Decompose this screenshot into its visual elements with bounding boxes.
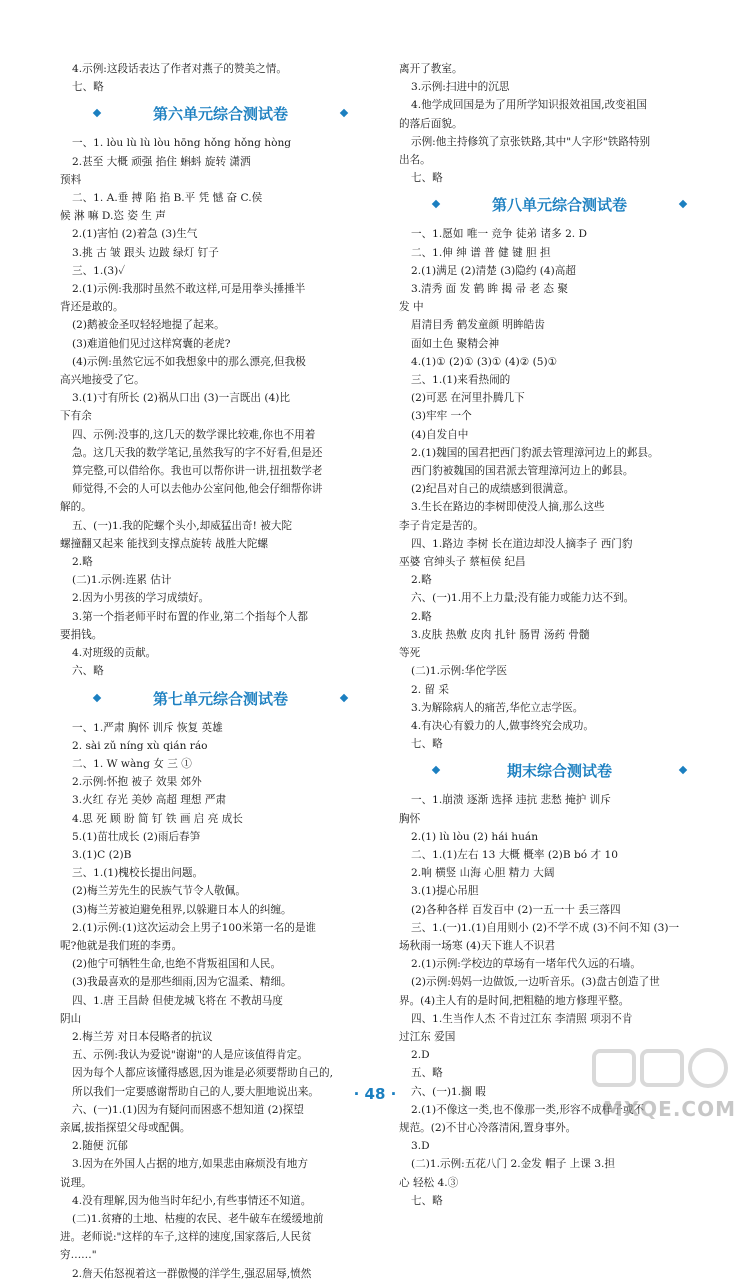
answer-line: 3.火红 存光 美妙 高超 理想 严肃 [72,794,227,807]
answer-line: (3)牢牢 一个 [411,410,472,423]
answer-line: 急。这几天我的数学笔记,虽然我写的字不好看,但是还 [72,446,323,459]
answer-line: 李子肯定是苦的。 [399,519,484,532]
answer-line: 巫婆 官绅头子 蔡桓侯 纪昌 [399,556,526,569]
answer-line: (4)自发自中 [411,428,469,441]
answer-line: 发 中 [399,301,424,314]
answer-line: (二)1.贫瘠的土地、枯瘦的农民、老牛破车在缓缓地前 [72,1212,324,1225]
answer-line: 四、1.生当作人杰 不肯过江东 李清照 项羽不肯 [411,1012,633,1025]
answer-line: (2)梅兰芳先生的民族气节令人敬佩。 [72,885,246,898]
answer-line: 六、(一)1.用不上力量;没有能力或能力达不到。 [411,592,635,605]
answer-line: 3.第一个指老师平时布置的作业,第二个指每个人都 [72,610,308,623]
answer-line: 因为每个人都应该懂得感恩,因为谁是必须要帮助自己的, [72,1067,333,1080]
answer-line: 七、略 [72,81,104,94]
watermark-text: MXQE.COM [602,1097,736,1121]
answer-line: 4.对班级的贡献。 [72,647,157,660]
answer-line: 2.(1)不像这一类,也不像那一类,形容不成样子或不 [411,1103,645,1116]
answer-line: 四、示例:没事的,这几天的数学课比较难,你也不用着 [72,428,316,441]
answer-line: 3.(1)提心吊胆 [411,885,479,898]
answer-line: 胸怀 [399,812,421,825]
answer-line: 2.詹天佑怒视着这一群傲慢的洋学生,强忍屈辱,愤然 [72,1267,312,1280]
answer-line: 五、略 [411,1067,443,1080]
answer-line: 2. 留 采 [411,683,450,696]
answer-line: 进。老师说:"这样的车子,这样的速度,国家落后,人民贫 [60,1231,312,1244]
answer-line: 一、1.愿如 唯一 竞争 徒弟 诸多 2. D [411,228,588,241]
answer-line: (2)示例:妈妈一边做饭,一边听音乐。(3)盘古创造了世 [411,976,660,989]
answer-line: 四、1.路边 李树 长在道边却没人摘李子 西门豹 [411,537,633,550]
answer-line: 六、(一)1.(1)因为有疑问而困惑不想知道 (2)探望 [72,1103,304,1116]
answer-line: (2)鹅被金圣叹轻轻地提了起来。 [72,319,225,332]
answer-line: 2.示例:怀抱 被子 效果 郊外 [72,776,202,789]
answer-line: 一、1. lòu lù lù lòu hōng hǒng hǒng hòng [72,137,292,150]
section-title: 第八单元综合测试卷 [399,195,720,215]
answer-line: 2.随便 沉郁 [72,1140,128,1153]
answer-line: 阴山 [60,1012,82,1025]
answer-line: 2.D [411,1049,430,1062]
answer-line: 4.思 死 顾 盼 简 钉 铁 画 启 亮 成长 [72,812,243,825]
answer-line: 说理。 [60,1176,92,1189]
answer-line: 五、示例:我认为爱说"谢谢"的人是应该值得肯定。 [72,1049,308,1062]
answer-line: (3)难道他们见过这样窝囊的老虎? [72,337,231,350]
answer-line: 2.响 横竖 山海 心胆 精力 大阔 [411,867,555,880]
answer-line: 五、(一)1.我的陀螺个头小,却威猛出奇! 被大陀 [72,519,293,532]
answer-line: 二、1.(1)左右 13 大概 概率 (2)B bó 才 10 [411,848,618,861]
answer-line: 2.略 [72,556,93,569]
answer-line: 要捐钱。 [60,628,103,641]
answer-line: 2.(1)满足 (2)清楚 (3)隐约 (4)高超 [411,264,576,277]
answer-line: 七、略 [411,172,443,185]
answer-line: 3.示例:扫进中的沉思 [411,81,510,94]
answer-line: (3)我最喜欢的是那些细雨,因为它温柔、精细。 [72,976,292,989]
answer-line: 二、1. A.垂 搏 陷 掐 B.平 凭 憾 奋 C.侯 [72,192,263,205]
answer-line: 算完整,可以借给你。我也可以帮你讲一讲,扭扭数学老 [72,465,323,478]
answer-line: 背还是敢的。 [60,301,124,314]
answer-line: 3.D [411,1140,430,1153]
answer-line: 3.生长在路边的李树即使没人摘,那么这些 [411,501,605,514]
answer-line: 二、1. W wàng 女 三 ① [72,757,192,770]
answer-line: 穷……" [60,1249,97,1262]
answer-line: 3.因为在外国人占据的地方,如果悲由麻烦没有地方 [72,1158,308,1171]
answer-line: 2.(1)示例:我那时虽然不敢这样,可是用拳头捶捶半 [72,283,306,296]
answer-line: 3.清秀 面 发 鹤 眸 揭 帚 老 态 聚 [411,283,568,296]
answer-line: 四、1.唐 王昌龄 但使龙城飞将在 不教胡马度 [72,994,283,1007]
answer-line: 六、(一)1.搁 暇 [411,1085,486,1098]
answer-line: 2.(1)示例:(1)这次运动会上男子100米第一名的是谁 [72,921,317,934]
answer-line: 2.甚至 大概 顽强 掐住 蝌蚪 旋转 潇洒 [72,155,251,168]
answer-line: 出名。 [399,154,431,167]
answer-line: 的落后面貌。 [399,117,463,130]
answer-line: 眉清目秀 鹤发童颜 明眸皓齿 [411,319,545,332]
answer-line: 七、略 [411,738,443,751]
answer-line: 离开了教室。 [399,63,463,75]
answer-line: (3)梅兰芳被迫避免租界,以躲避日本人的纠缠。 [72,903,292,916]
answer-line: 预料 [60,173,82,186]
answer-line: 一、1.严肃 胸怀 训斥 恢复 英雄 [72,721,223,734]
answer-line: (2)可恶 在河里扑腾几下 [411,392,525,405]
answer-line: 高兴地接受了它。 [60,374,145,387]
answer-line: 2.略 [411,610,432,623]
answer-line: 2.(1)害怕 (2)着急 (3)生气 [72,228,198,241]
answer-line: 三、1.(一)1.(1)自用则小 (2)不学不成 (3)不问不知 (3)一 [411,921,680,934]
answer-line: 4.没有理解,因为他当时年纪小,有些事情还不知道。 [72,1194,312,1207]
answer-line: 一、1.崩溃 逐渐 选择 违抗 悲愁 掩护 训斥 [411,794,611,807]
answer-line: 下有余 [60,410,92,423]
answer-line: 师觉得,不会的人可以去他办公室问他,他会仔细帮你讲 [72,483,323,496]
answer-line: 场秋雨一场寒 (4)天下谁人不识君 [399,939,556,952]
answer-line: 2.因为小男孩的学习成绩好。 [72,592,210,605]
answer-line: 2.(1)示例:学校边的草场有一堵年代久远的石墙。 [411,958,641,971]
answer-line: 3.(1)C (2)B [72,848,132,861]
answer-line: 西门豹被魏国的国君派去管理漳河边上的邺县。 [411,465,634,478]
answer-line: (二)1.示例:华佗学医 [411,665,508,678]
section-title: 期末综合测试卷 [399,761,720,781]
answer-line: 六、略 [72,665,104,678]
answer-line: (二)1.示例:五花八门 2.金发 帽子 上课 3.担 [411,1158,615,1171]
answer-line: 3.皮肤 热敷 皮肉 扎针 肠胃 汤药 骨髓 [411,628,590,641]
answer-line: 示例:他主持修筑了京张铁路,其中"人字形"铁路特别 [411,135,651,148]
section-title: 第七单元综合测试卷 [60,689,381,709]
answer-line: 三、1.(3)✓ [72,264,126,277]
answer-line: 面如土色 聚精会神 [411,337,500,350]
answer-line: 4.示例:这段话表达了作者对燕子的赞美之情。 [72,63,287,75]
answer-line: 螺撞翻又起来 能找到支撑点旋转 战胜大陀螺 [60,537,269,550]
answer-line: 三、1.(1)来看热闹的 [411,374,511,387]
answer-line: 界。(4)主人有的是时间,把粗糙的地方修理平整。 [399,994,630,1007]
answer-line: 呢?他就是我们班的李勇。 [60,939,183,952]
answer-line: 4.他学成回国是为了用所学知识报效祖国,改变祖国 [411,99,647,112]
page-number: · 48 · [353,1085,397,1103]
answer-line: (二)1.示例:连累 估计 [72,574,172,587]
answer-line: 过江东 爱国 [399,1030,456,1043]
answer-line: 2. sài zǔ níng xù qián ráo [72,739,208,752]
answer-line: 5.(1)苗壮成长 (2)雨后春笋 [72,830,201,843]
answer-line: 三、1.(1)槐校长提出问题。 [72,867,204,880]
answer-line: 等死 [399,647,421,660]
answer-line: 规范。(2)不甘心冷落清闲,置身事外。 [399,1121,577,1134]
answer-line: 2.(1)魏国的国君把西门豹派去管理漳河边上的邺县。 [411,446,659,459]
answer-line: 3.挑 古 皱 跟头 边跛 绿灯 钉子 [72,246,219,259]
answer-line: 所以我们一定要感谢帮助自己的人,要大胆地说出来。 [72,1085,320,1098]
answer-line: 4.有决心有毅力的人,做事终究会成功。 [411,719,594,732]
answer-line: 心 轻松 4.③ [399,1176,459,1189]
answer-line: 2.(1) lù lòu (2) hái huán [411,830,539,843]
answer-line: 2.梅兰芳 对日本侵略者的抗议 [72,1030,213,1043]
answer-line: 4.(1)① (2)① (3)① (4)② (5)① [411,355,558,368]
answer-line: 2.略 [411,574,432,587]
answer-line: (4)示例:虽然它远不如我想象中的那么漂亮,但我极 [72,355,306,368]
answer-line: 解的。 [60,501,92,514]
answer-line: (2)纪昌对自己的成绩感到很满意。 [411,483,575,496]
section-title: 第六单元综合测试卷 [60,104,381,124]
answer-line: 3.为解除病人的痛苦,华佗立志学医。 [411,701,584,714]
answer-line: (2)他宁可牺牲生命,也绝不背叛祖国和人民。 [72,958,282,971]
answer-line: (2)各种各样 百发百中 (2)一五一十 丢三落四 [411,903,621,916]
answer-line: 七、略 [411,1194,443,1207]
answer-line: 3.(1)寸有所长 (2)祸从口出 (3)一言既出 (4)比 [72,392,290,405]
answer-line: 候 淋 嘛 D.恣 姿 生 声 [60,210,166,223]
answer-line: 二、1.伸 绅 谱 普 健 键 胆 担 [411,246,551,259]
answer-line: 亲属,拔指探望父母或配偶。 [60,1121,191,1134]
